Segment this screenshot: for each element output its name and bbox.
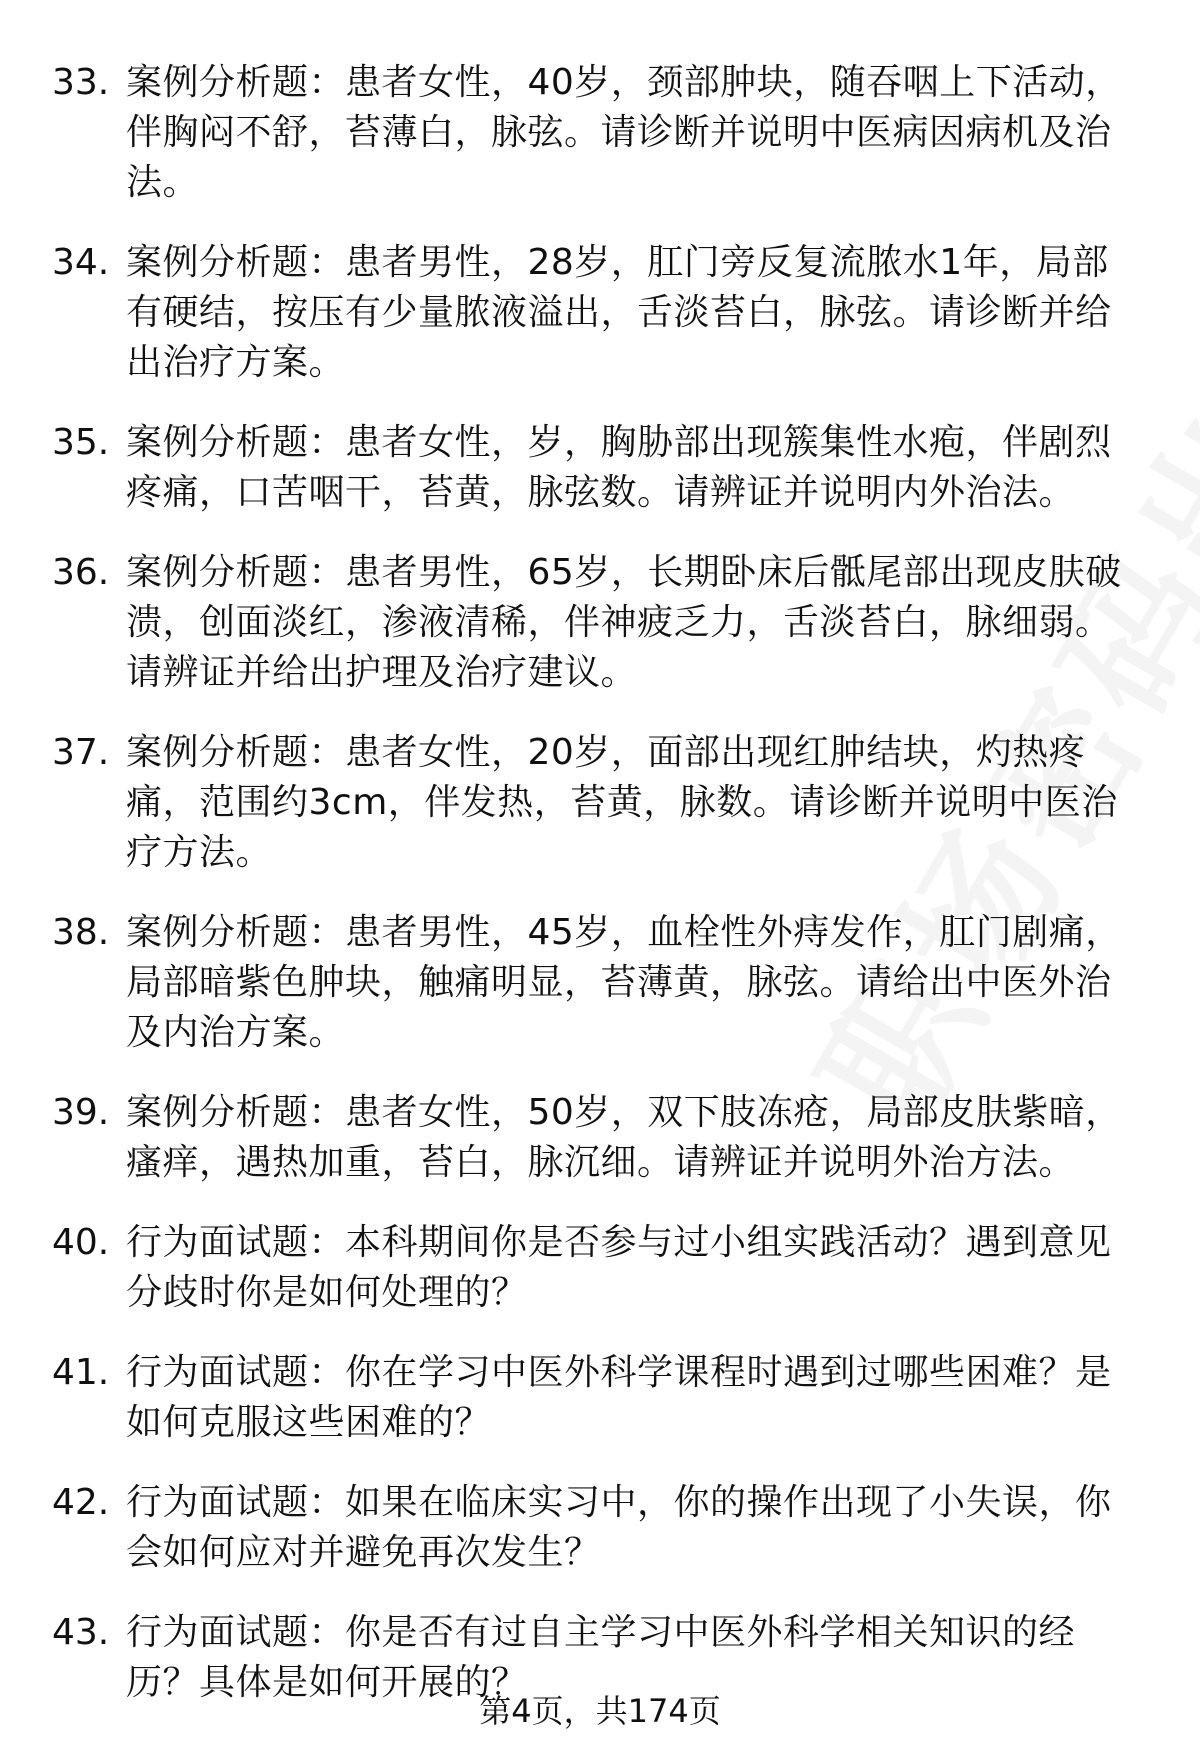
question-text: 案例分析题：患者女性，50岁，双下肢冻疮，局部皮肤紫暗，瘙痒，遇热加重，苔白，脉沉细。请辨证并说明外治方法。 (126, 1092, 1122, 1183)
question-item (0, 1348, 1200, 1448)
question-number: 42. (52, 1482, 110, 1523)
question-number: 43. (52, 1612, 110, 1653)
question-item (0, 58, 1200, 208)
question-text: 案例分析题：患者男性，28岁，肛门旁反复流脓水1年，局部有硬结，按压有少量脓液溢出，舌淡苔白，脉弦。请诊断并给出治疗方案。 (126, 242, 1112, 383)
question-number: 38. (52, 912, 110, 953)
page-footer: 第4页，共174页 (479, 1692, 721, 1730)
question-number: 41. (52, 1352, 110, 1393)
question-number: 40. (52, 1222, 110, 1263)
question-item (0, 548, 1200, 698)
question-number: 39. (52, 1092, 110, 1133)
question-number: 33. (52, 62, 110, 103)
question-list (0, 58, 1200, 1738)
question-item (0, 1088, 1200, 1188)
question-item (0, 1218, 1200, 1318)
question-number: 36. (52, 552, 110, 593)
question-item (0, 728, 1200, 878)
question-number: 34. (52, 242, 110, 283)
question-text: 案例分析题：患者女性，20岁，面部出现红肿结块，灼热疼痛，范围约3cm，伴发热，苔黄，脉数。请诊断并说明中医治疗方法。 (126, 732, 1118, 873)
question-text: 案例分析题：患者女性，岁，胸胁部出现簇集性水疱，伴剧烈疼痛，口苦咽干，苔黄，脉弦数。请辨证并说明内外治法。 (126, 422, 1112, 513)
question-text: 案例分析题：患者男性，45岁，血栓性外痔发作，肛门剧痛，局部暗紫色肿块，触痛明显，苔薄黄，脉弦。请给出中医外治及内治方案。 (126, 912, 1122, 1053)
question-text: 行为面试题：你在学习中医外科学课程时遇到过哪些困难？是如何克服这些困难的？ (126, 1352, 1112, 1443)
question-item (0, 1478, 1200, 1578)
question-item (0, 418, 1200, 518)
question-text: 行为面试题：如果在临床实习中，你的操作出现了小失误，你会如何应对并避免再次发生？ (126, 1482, 1112, 1573)
question-text: 案例分析题：患者女性，40岁，颈部肿块，随吞咽上下活动，伴胸闷不舒，苔薄白，脉弦。请诊断并说明中医病因病机及治法。 (126, 62, 1122, 203)
question-text: 案例分析题：患者男性，65岁，长期卧床后骶尾部出现皮肤破溃，创面淡红，渗液清稀，伴神疲乏力，舌淡苔白，脉细弱。请辨证并给出护理及治疗建议。 (126, 552, 1122, 693)
question-number: 37. (52, 732, 110, 773)
question-number: 35. (52, 422, 110, 463)
question-item (0, 238, 1200, 388)
question-text: 行为面试题：本科期间你是否参与过小组实践活动？遇到意见分歧时你是如何处理的？ (126, 1222, 1112, 1313)
question-item (0, 908, 1200, 1058)
question-text: 行为面试题：你是否有过自主学习中医外科学相关知识的经历？具体是如何开展的？ (126, 1612, 1076, 1703)
